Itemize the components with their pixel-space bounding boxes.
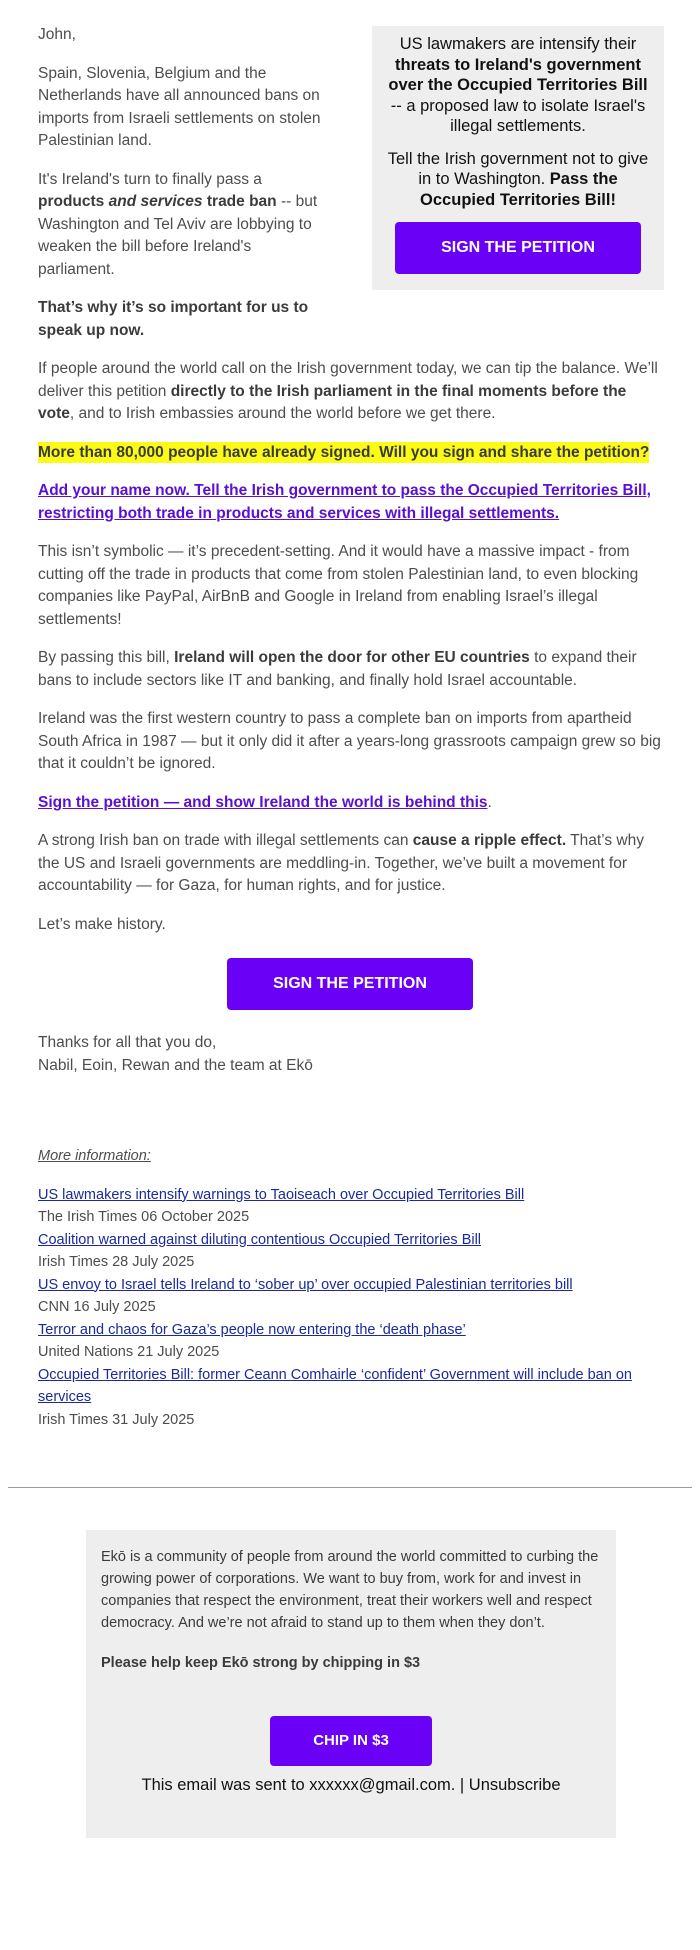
body-paragraph-history: Ireland was the first western country to pass a complete ban on imports from apartheid South Africa in 1987 — but it only did it after a years-long grassroots campaign grew so big that it couldn’t be ignored. <box>38 710 661 772</box>
signers-highlight: More than 80,000 people have already signed. Will you sign and share the petition? <box>38 443 650 461</box>
body-paragraph-history-call: Let’s make history. <box>38 915 166 933</box>
add-name-paragraph <box>38 480 662 525</box>
signoff: Thanks for all that you do, Nabil, Eoin, Rewan and the team at Ekō <box>38 1034 313 1074</box>
body-paragraph-ripple: A strong Irish ban on trade with illegal settlements can cause a ripple effect. That’s why the US and Israeli governments are meddling-in. Together, we’ve built a movement for accountability — for Gaza, for human rights, and for justice. <box>38 832 644 894</box>
reference-link[interactable]: Terror and chaos for Gaza’s people now entering the ‘death phase’ <box>38 1321 466 1338</box>
more-info-heading: More information: <box>38 1148 151 1164</box>
body-paragraph-eu: By passing this bill, Ireland will open the door for other EU countries to expand their bans to include sectors like IT and banking, and finally hold Israel accountable. <box>38 649 637 689</box>
reference-source: The Irish Times 06 October 2025 <box>38 1209 250 1225</box>
sign-petition-link[interactable]: Sign the petition — and show Ireland the world is behind this <box>38 793 488 811</box>
footer-divider <box>8 1487 692 1488</box>
intro-paragraph-2: It's Ireland's turn to finally pass a products and services trade ban -- but Washington and Tel Aviv are lobbying to weaken the bill before Ireland's parliament. <box>38 170 318 278</box>
sign-petition-paragraph: Sign the petition — and show Ireland the world is behind this. <box>38 793 492 811</box>
sent-to-unsubscribe[interactable]: This email was sent to xxxxxx@gmail.com. | Unsubscribe <box>141 1776 561 1794</box>
body-paragraph-deliver: If people around the world call on the Irish government today, we can tip the balance. We’ll deliver this petition directly to the Irish parliament in the final moments before the vote, and to Irish embassies around the world before we get there. <box>38 360 658 422</box>
callout-text-1: US lawmakers are intensify their threats to Ireland's government over the Occupied Territories Bill -- a proposed law to isolate Israel's illegal settlements. <box>388 35 648 135</box>
add-name-link[interactable]: Add your name now. Tell the Irish government to pass the Occupied Territories Bill, restricting both trade in products and services with illegal settlements. <box>38 482 651 522</box>
sign-petition-button-main[interactable]: SIGN THE PETITION <box>227 958 473 1010</box>
email-body <box>38 24 662 1431</box>
intro-paragraph-3: That’s why it’s so important for us to speak up now. <box>38 299 309 339</box>
references-list <box>38 1184 662 1432</box>
body-paragraph-symbolic: This isn’t symbolic — it’s precedent-setting. And it would have a massive impact - from cutting off the trade in products that come from stolen Palestinian land, to even blocking companies like PayPal, AirBnB and Google in Ireland from enabling Israel’s illegal settlements! <box>38 543 639 628</box>
greeting: John, <box>38 26 76 43</box>
reference-source: CNN 16 July 2025 <box>38 1299 156 1315</box>
chip-in-button[interactable]: CHIP IN $3 <box>270 1716 432 1766</box>
reference-source: Irish Times 28 July 2025 <box>38 1254 195 1270</box>
reference-link[interactable]: US envoy to Israel tells Ireland to ‘sober up’ over occupied Palestinian territories bill <box>38 1276 573 1293</box>
reference-link[interactable]: Coalition warned against diluting contentious Occupied Territories Bill <box>38 1231 482 1248</box>
sign-petition-button-top[interactable]: SIGN THE PETITION <box>395 222 641 274</box>
intro-paragraph-1: Spain, Slovenia, Belgium and the Netherlands have all announced bans on imports from Israeli settlements on stolen Palestinian land. <box>38 64 321 149</box>
reference-source: United Nations 21 July 2025 <box>38 1344 220 1360</box>
reference-link[interactable]: Occupied Territories Bill: former Ceann Comhairle ‘confident’ Government will include ban on services <box>38 1366 632 1405</box>
about-eko: Ekō is a community of people from around the world committed to curbing the growing power of corporations. We want to buy from, work for and invest in companies that respect the environment, treat their workers well and respect democracy. And we’re not afraid to stand up to them when they don’t. <box>101 1549 599 1631</box>
reference-source: Irish Times 31 July 2025 <box>38 1411 195 1428</box>
footer-panel <box>86 1530 616 1838</box>
callout-text-2: Tell the Irish government not to give in to Washington. Pass the Occupied Territories Bill! <box>387 149 649 209</box>
donation-ask: Please help keep Ekō strong by chipping in $3 <box>101 1655 421 1671</box>
reference-link[interactable]: US lawmakers intensify warnings to Taoiseach over Occupied Territories Bill <box>38 1186 525 1203</box>
intro-column <box>38 24 328 342</box>
